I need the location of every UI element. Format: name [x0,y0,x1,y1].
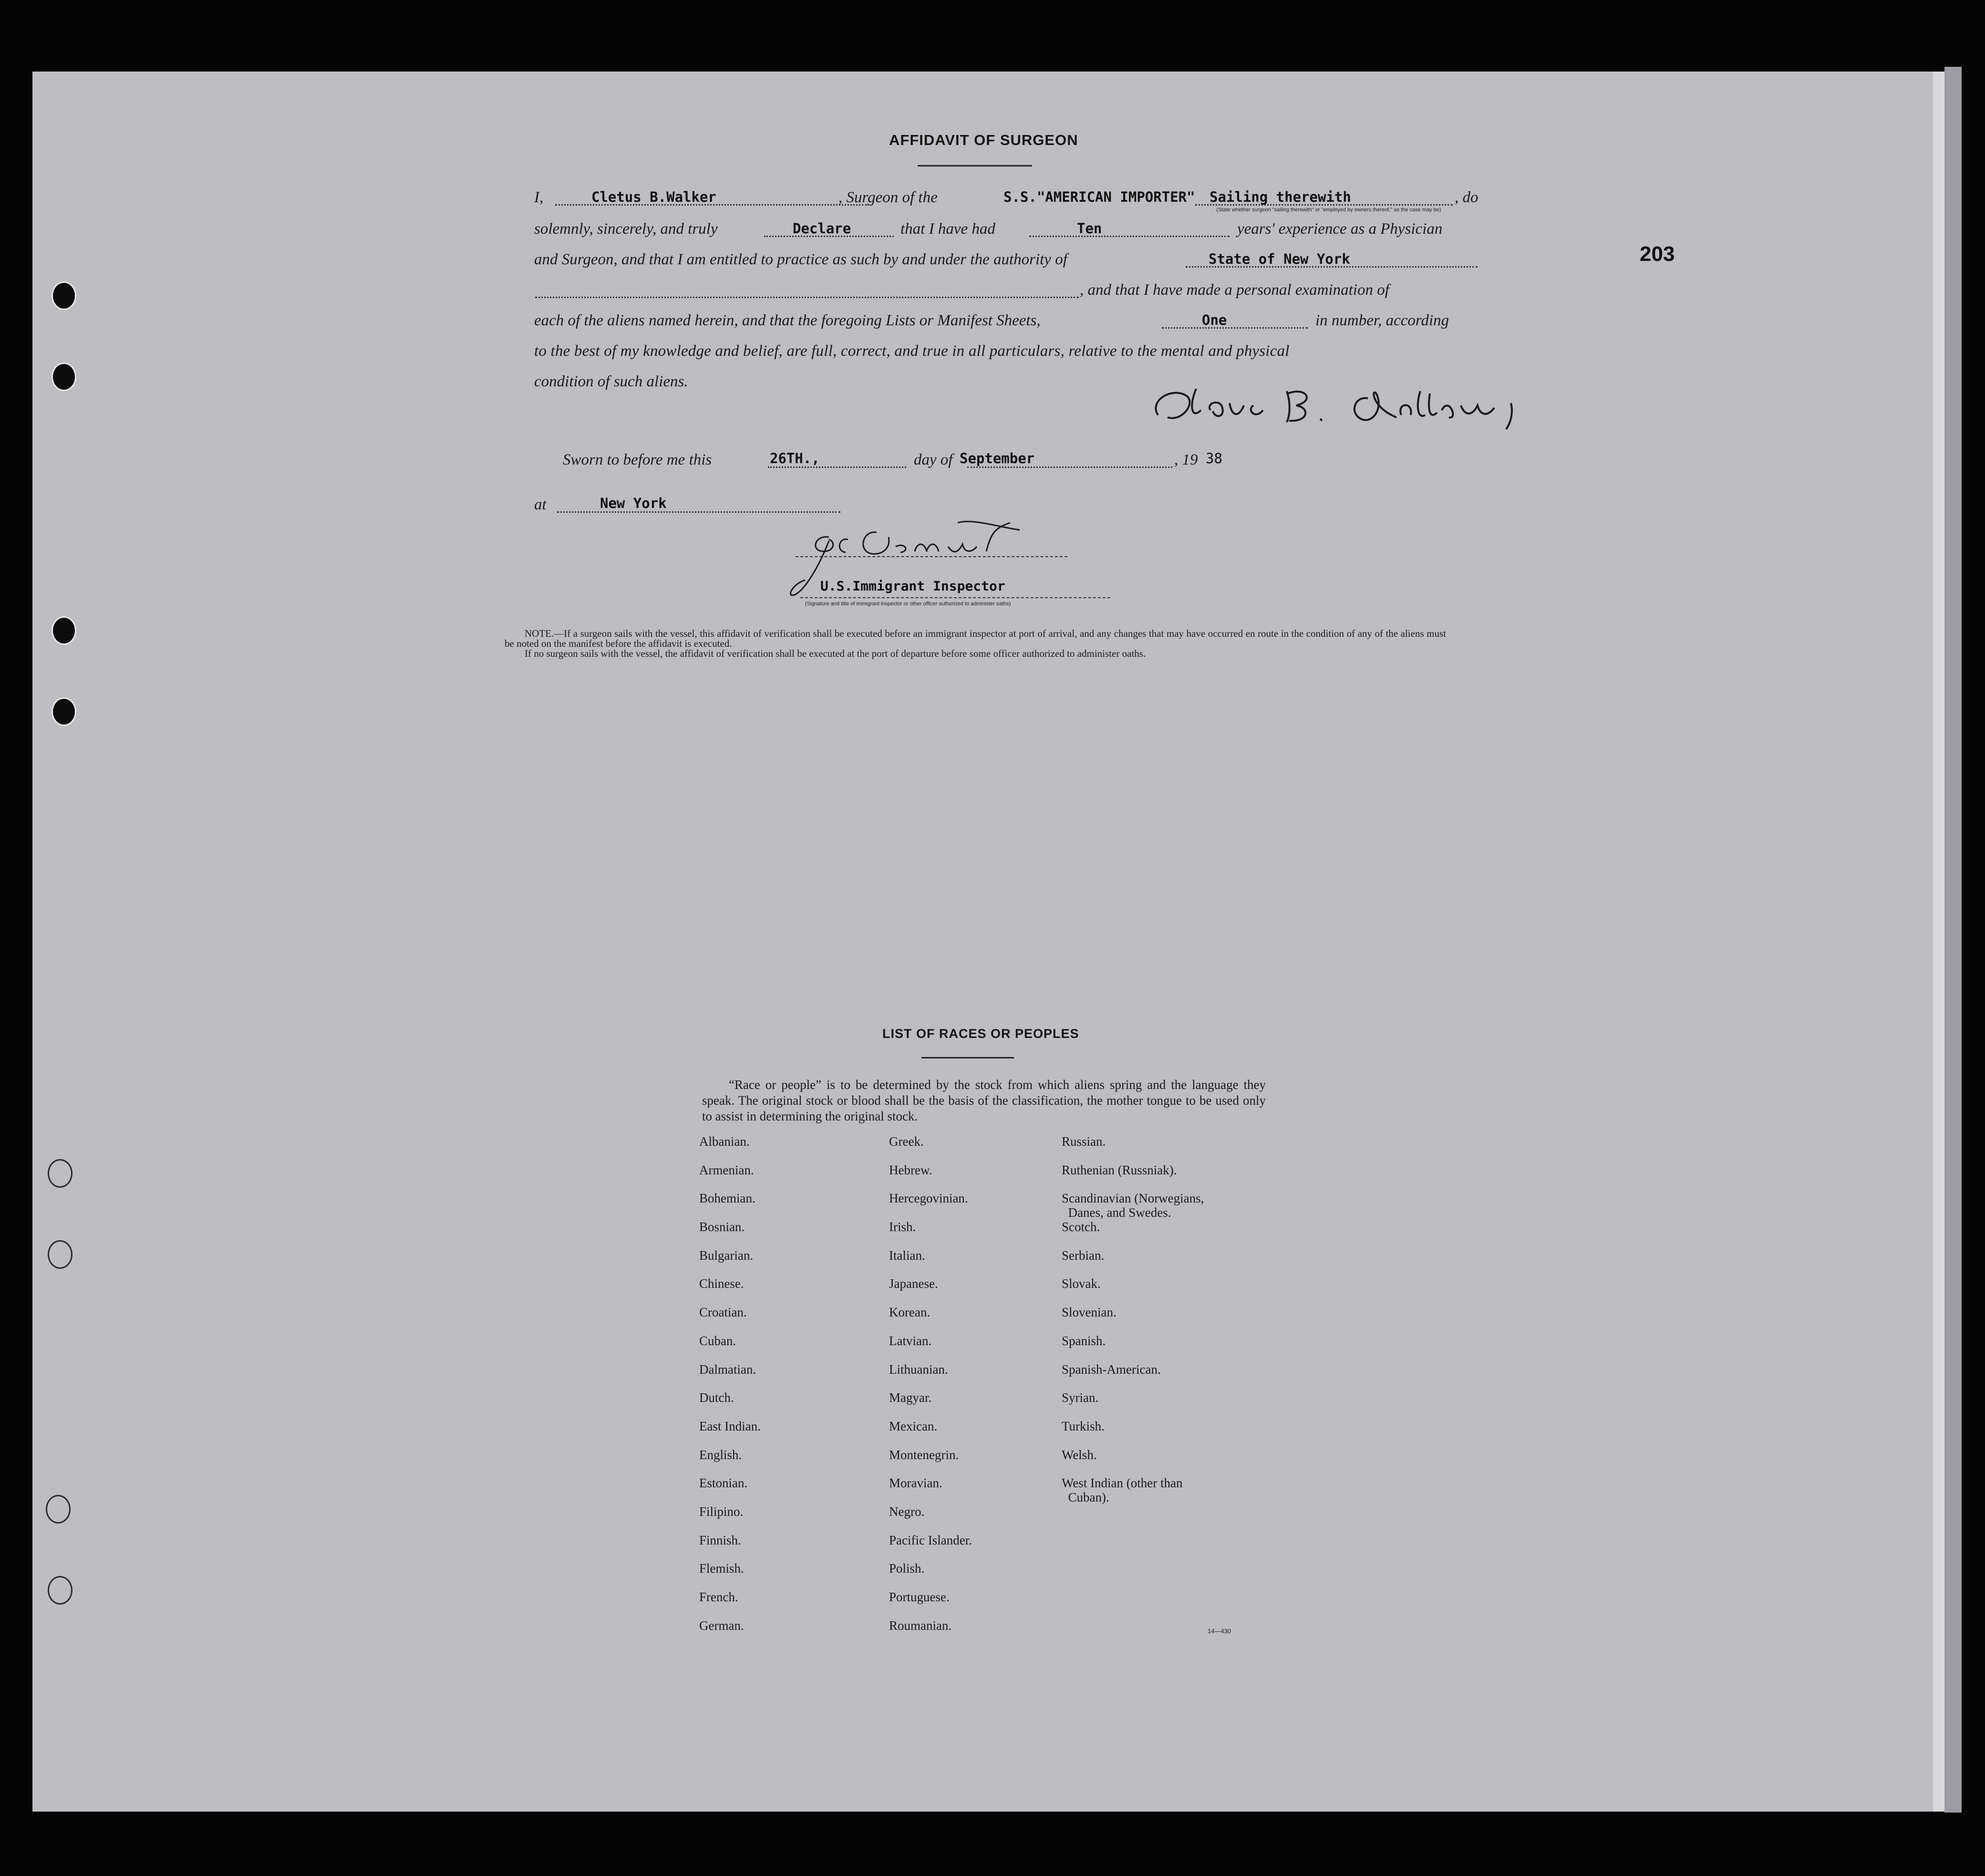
race-item: Dalmatian. [699,1362,756,1377]
declare-value: Declare [793,220,851,237]
race-item: Spanish. [1062,1333,1106,1348]
race-item: West Indian (other than Cuban). [1062,1476,1183,1505]
race-item: Latvian. [889,1333,932,1348]
race-item: Pacific Islander. [889,1533,972,1547]
race-item: Bohemian. [699,1191,755,1206]
punch-hole-3 [52,616,76,645]
race-item: Slovak. [1062,1276,1101,1291]
race-item: Hebrew. [889,1162,932,1177]
text-day-of: day of [914,451,953,468]
inspector-title: U.S.Immigrant Inspector [820,578,1005,594]
text-years-experience: years' experience as a Physician [1237,220,1443,238]
punch-hole-7 [46,1495,71,1524]
race-item: Welsh. [1062,1447,1097,1462]
sworn-day-line [768,466,906,468]
race-item: Armenian. [699,1162,754,1177]
race-item: Irish. [889,1220,916,1234]
surgeon-signature [1144,377,1592,434]
note-paragraph-2: If no surgeon sails with the vessel, the affidavit of verification shall be executed at the port of departure before some officer authorized to administer oaths. [525,648,1146,659]
surgeon-name: Cletus B.Walker [591,189,716,205]
sheets-line [1162,327,1308,329]
race-item: Serbian. [1062,1248,1105,1263]
text-surgeon-of: , Surgeon of the [838,189,938,206]
race-item: Finnish. [699,1533,741,1547]
race-item: Croatian. [699,1305,747,1320]
race-item: Japanese. [889,1276,938,1291]
race-item: Turkish. [1062,1419,1105,1433]
race-item: Spanish-American. [1062,1362,1161,1377]
authority-line-2 [535,297,1079,298]
race-item: Hercegovinian. [889,1191,968,1206]
race-item: Filipino. [699,1504,744,1519]
punch-hole-6 [48,1240,72,1269]
sheets-value: One [1202,312,1227,328]
race-item: Ruthenian (Russniak). [1062,1162,1177,1177]
race-item: Flemish. [699,1561,744,1576]
sworn-month: September [960,450,1035,466]
title-underline [918,165,1032,166]
page-number: 203 [1640,242,1675,266]
inspector-caption: (Signature and title of immigrant inspector or other officer authorized to administer oaths) [805,601,1011,607]
vessel-name: S.S."AMERICAN IMPORTER" [1003,189,1195,205]
race-item: Slovenian. [1062,1305,1117,1320]
race-item: Scandinavian (Norwegians, Danes, and Swedes. [1062,1191,1204,1220]
text-year-prefix: , 19 [1174,451,1198,468]
race-item: Bosnian. [699,1220,745,1234]
race-item: Korean. [889,1305,930,1320]
sworn-day: 26TH., [770,450,820,466]
race-item: Chinese. [699,1276,744,1291]
text-sworn: Sworn to before me this [563,451,712,468]
race-item: Albanian. [699,1134,750,1149]
text-i: I, [534,189,544,206]
race-item: Portuguese. [889,1590,950,1604]
sworn-month-line [967,466,1172,468]
race-item: Italian. [889,1248,925,1263]
race-item: Estonian. [699,1476,748,1491]
place-value: New York [600,495,667,511]
race-item: Montenegrin. [889,1447,959,1462]
race-item: Russian. [1062,1134,1106,1149]
sailing-line [1195,204,1453,206]
punch-hole-4 [52,697,76,726]
race-item: Syrian. [1062,1390,1099,1405]
punch-hole-2 [52,363,76,391]
affidavit-title: AFFIDAVIT OF SURGEON [889,132,1078,148]
punch-hole-5 [48,1159,72,1188]
text-and-surgeon: and Surgeon, and that I am entitled to practice as such by and under the authority of [534,251,1067,268]
race-item: East Indian. [699,1419,761,1433]
sailing-status: Sailing therewith [1210,189,1351,205]
text-condition: condition of such aliens. [534,373,688,390]
text-solemnly: solemnly, sincerely, and truly [534,220,718,238]
form-number: 14—430 [1208,1627,1231,1635]
races-title-underline [921,1057,1014,1058]
text-have-had: that I have had [900,220,995,238]
text-each-alien: each of the aliens named herein, and that the foregoing Lists or Manifest Sheets, [534,312,1041,329]
text-at: at [534,496,547,513]
manifest-page [32,72,1946,1812]
punch-hole-1 [52,281,76,310]
races-column-1 [699,1134,761,1647]
race-item: Greek. [889,1134,924,1149]
races-column-2 [889,1134,972,1647]
race-item: Scotch. [1062,1220,1100,1234]
text-do: , do [1455,189,1478,206]
sworn-year: 38 [1206,450,1222,466]
race-item: Mexican. [889,1419,938,1433]
inspector-signature [753,518,1096,613]
text-in-number: in number, according [1315,312,1449,329]
text-personal-exam: , and that I have made a personal examination of [1080,281,1389,299]
races-title: LIST OF RACES OR PEOPLES [882,1026,1079,1041]
race-item: Dutch. [699,1390,734,1405]
note-paragraph-1: NOTE.—If a surgeon sails with the vessel, this affidavit of verification shall be executed before an immigrant inspector at port of arrival, and any changes that may have occurred en route in the condition of any of the aliens must be noted on the manifest before the affidavit is executed. [505,628,1446,649]
sailing-note: (State whether surgeon "sailing therewith" or "employed by owners thereof," as the case may be) [1216,207,1441,213]
race-item: Lithuanian. [889,1362,948,1377]
years-line [1029,236,1230,237]
years-value: Ten [1077,220,1102,237]
text-best-knowledge: to the best of my knowledge and belief, are full, correct, and true in all particulars, relative to the mental and physical [534,342,1290,360]
race-item: Moravian. [889,1476,942,1491]
race-item: Negro. [889,1504,925,1519]
punch-hole-8 [48,1576,72,1605]
race-item: German. [699,1618,744,1633]
authority-value: State of New York [1209,251,1350,267]
inspector-signature-line [796,556,1067,557]
race-item: English. [699,1447,742,1462]
race-item: Bulgarian. [699,1248,754,1263]
affidavit-note [505,629,1446,659]
race-item: French. [699,1590,738,1604]
race-item: Cuban. [699,1333,736,1348]
race-item: Polish. [889,1561,925,1576]
inspector-title-line [800,597,1110,598]
place-line [557,511,840,513]
races-intro: “Race or people” is to be determined by the stock from which aliens spring and the language they speak. The original stock or blood shall be the basis of the classification, the mother tongue to be used only to assist in determining the original stock. [702,1078,1266,1123]
race-item: Roumanian. [889,1618,952,1633]
races-column-3 [1062,1134,1204,1504]
race-item: Magyar. [889,1390,932,1405]
